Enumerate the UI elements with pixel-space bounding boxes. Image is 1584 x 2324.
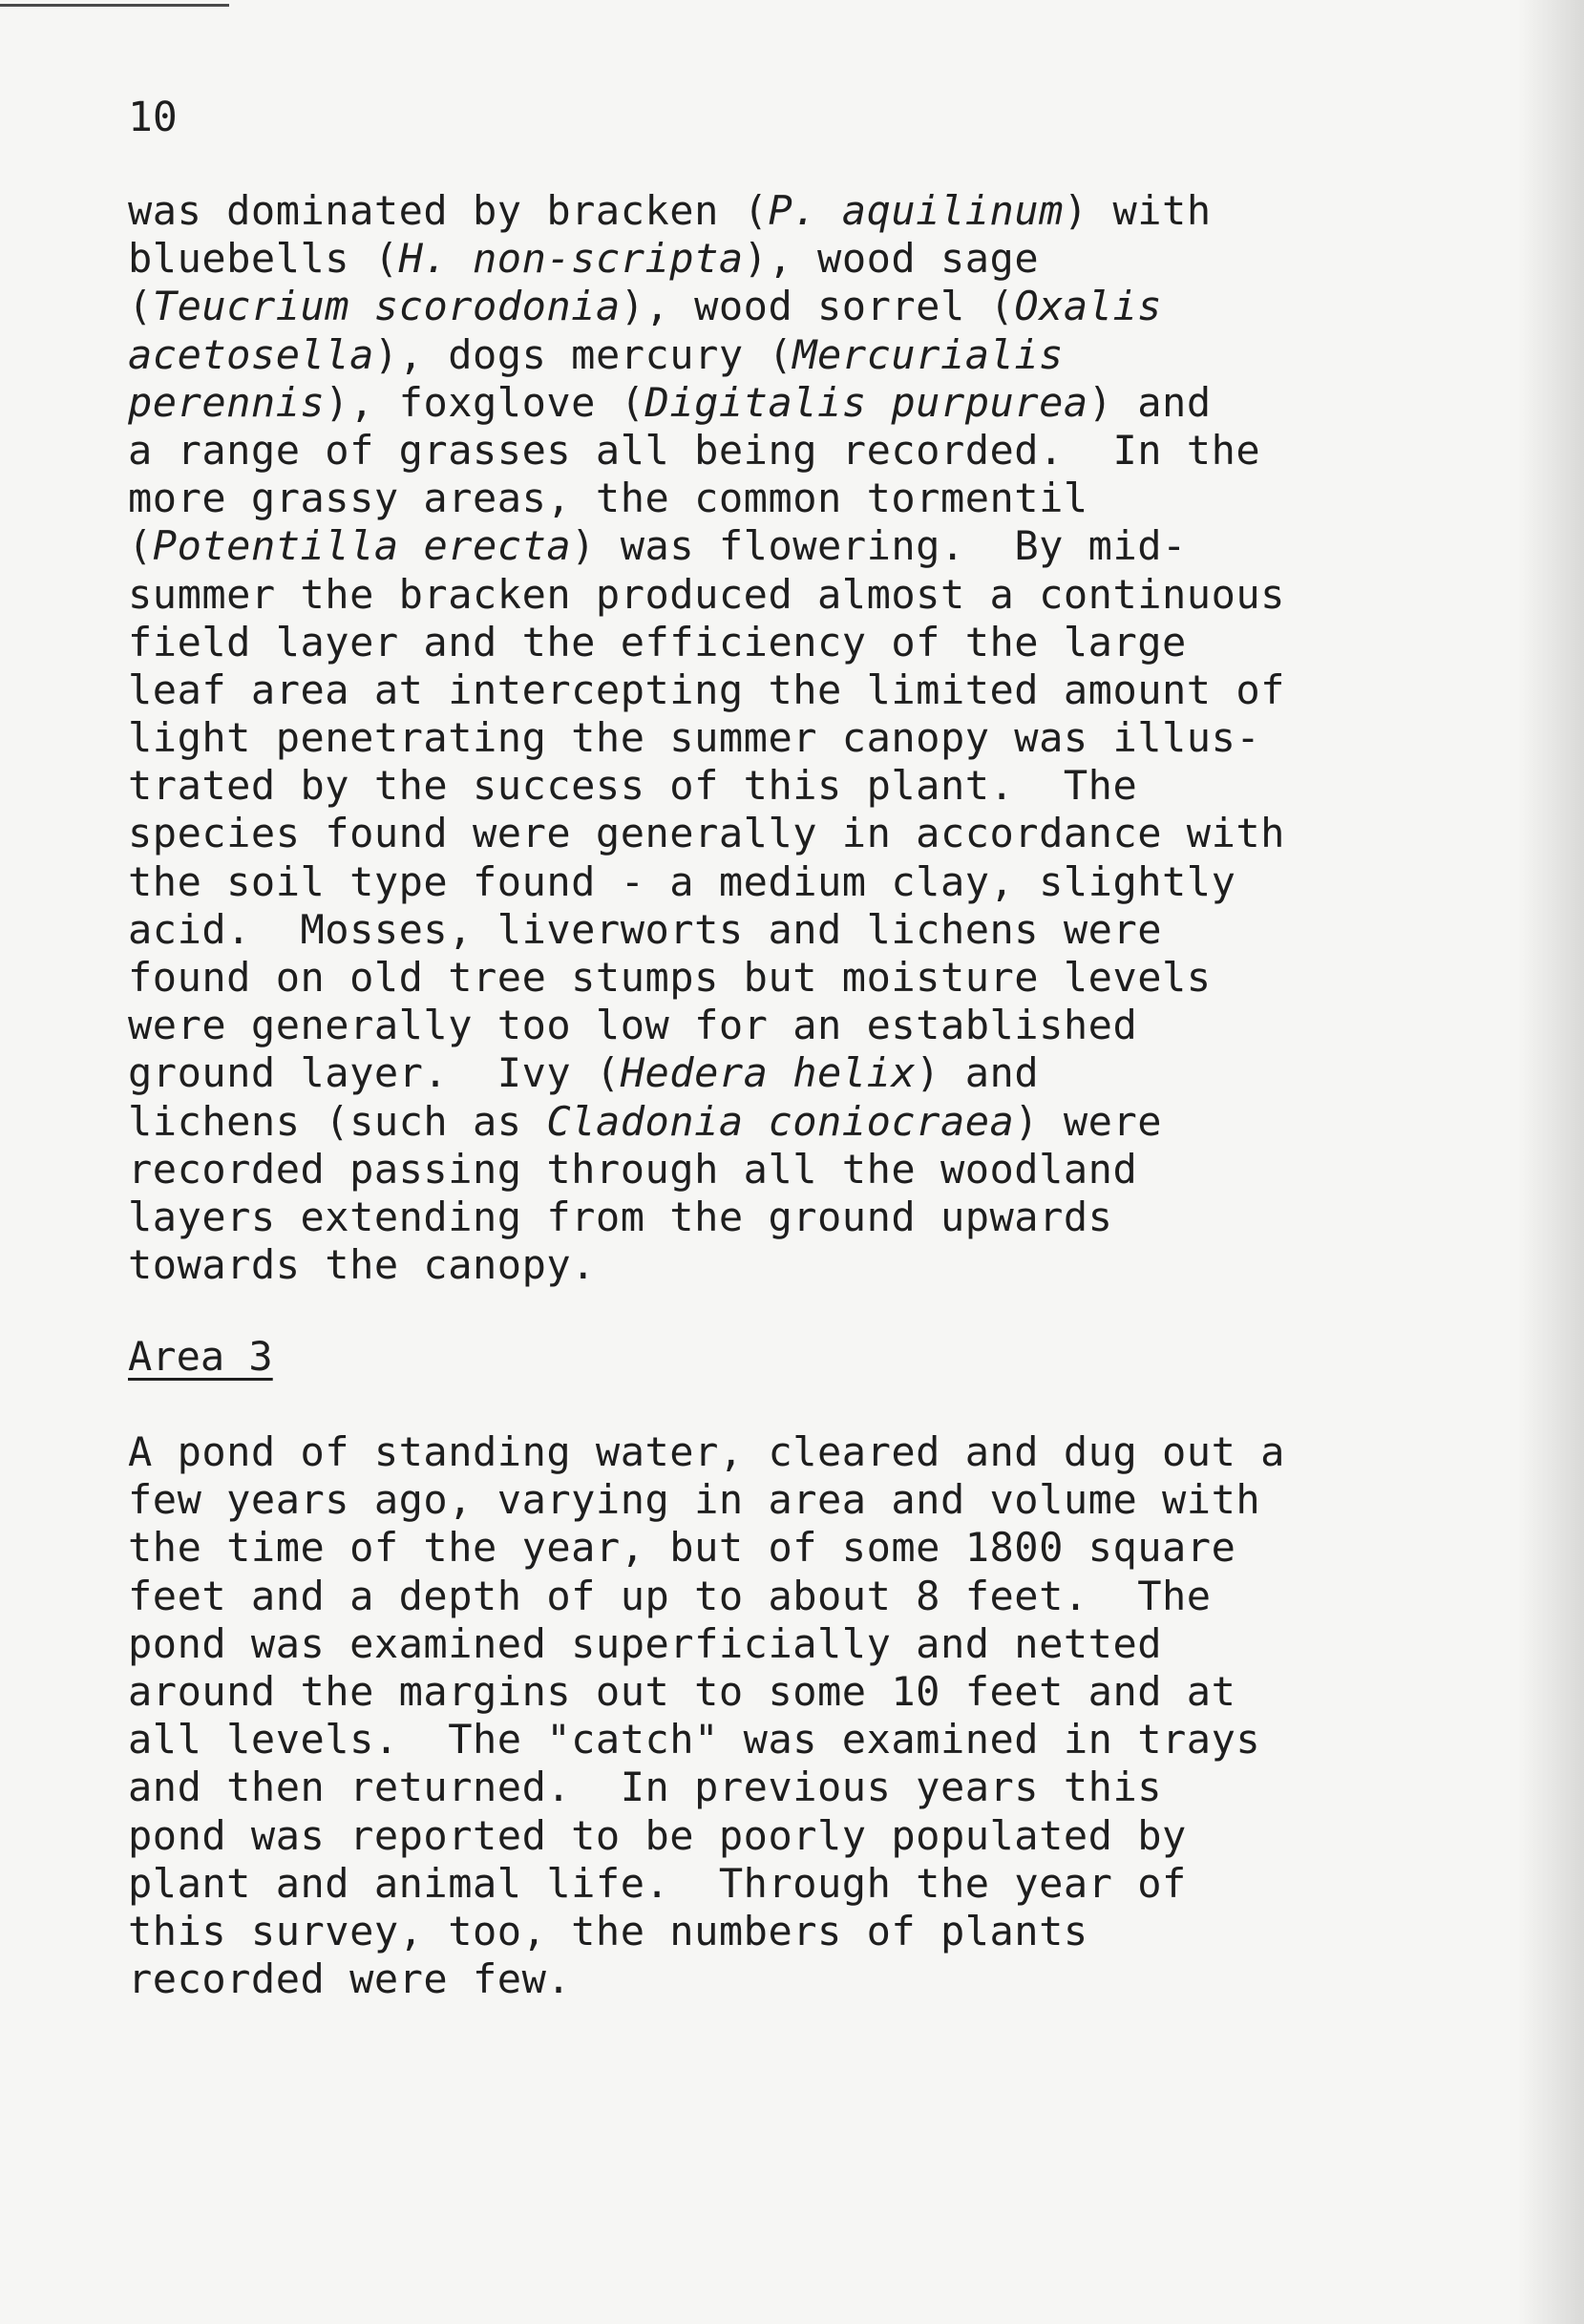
text-run: field layer and the efficiency of the large xyxy=(128,618,1187,666)
top-edge-rule xyxy=(0,4,229,7)
text-run: acid. Mosses, liverworts and lichens were xyxy=(128,905,1163,953)
text-run: bluebells ( xyxy=(128,235,399,283)
text-line xyxy=(128,666,1503,714)
paragraph-area-3-description xyxy=(128,1428,1503,2003)
text-run: few years ago, varying in area and volume with xyxy=(128,1476,1261,1524)
text-line xyxy=(128,427,1503,475)
text-run: were generally too low for an established xyxy=(128,1002,1138,1049)
text-line xyxy=(128,283,1503,330)
text-run: trated by the success of this plant. The xyxy=(128,762,1138,810)
text-line xyxy=(128,235,1503,283)
text-line xyxy=(128,1764,1503,1811)
section-heading-area-3: Area 3 xyxy=(128,1333,273,1380)
text-run: this survey, too, the numbers of plants xyxy=(128,1907,1088,1954)
text-run: layers extending from the ground upwards xyxy=(128,1193,1113,1240)
text-line xyxy=(128,1908,1503,1955)
text-run: light penetrating the summer canopy was illus- xyxy=(128,714,1261,762)
text-run: towards the canopy. xyxy=(128,1241,596,1289)
paragraph-area-2-description xyxy=(128,187,1503,1289)
text-line xyxy=(128,1716,1503,1764)
species-name: perennis xyxy=(128,378,326,426)
page-edge-shadow xyxy=(1517,0,1584,2324)
text-run: ) were xyxy=(1014,1097,1163,1145)
text-line xyxy=(128,810,1503,857)
species-name: Mercurialis xyxy=(792,330,1064,378)
text-line xyxy=(128,762,1503,810)
text-run: ( xyxy=(128,283,153,330)
text-run: ( xyxy=(128,522,153,570)
text-run: A pond of standing water, cleared and dug out a xyxy=(128,1428,1285,1475)
species-name: Teucrium scorodonia xyxy=(152,283,621,330)
text-line xyxy=(128,522,1503,570)
text-run: ), wood sorrel ( xyxy=(620,283,1015,330)
text-run: recorded were few. xyxy=(128,1955,572,2003)
text-run: the soil type found - a medium clay, slightly xyxy=(128,857,1236,905)
text-line xyxy=(128,714,1503,762)
text-run: a range of grasses all being recorded. In the xyxy=(128,426,1261,474)
text-line xyxy=(128,1668,1503,1716)
text-line xyxy=(128,379,1503,427)
text-run: found on old tree stumps but moisture levels xyxy=(128,954,1212,1001)
text-line xyxy=(128,1428,1503,1476)
text-line xyxy=(128,1860,1503,1908)
text-run: leaf area at intercepting the limited amount of xyxy=(128,666,1285,713)
text-line xyxy=(128,858,1503,906)
text-line xyxy=(128,1146,1503,1194)
species-name: Oxalis xyxy=(1014,283,1163,330)
text-line xyxy=(128,571,1503,619)
text-line xyxy=(128,954,1503,1002)
text-run: ), dogs mercury ( xyxy=(373,330,793,378)
text-run: feet and a depth of up to about 8 feet. The xyxy=(128,1572,1212,1619)
page-number: 10 xyxy=(128,94,178,141)
text-run: more grassy areas, the common tormentil xyxy=(128,475,1088,522)
text-run: species found were generally in accordance with xyxy=(128,810,1285,857)
text-line xyxy=(128,475,1503,522)
text-line xyxy=(128,1002,1503,1049)
text-line xyxy=(128,619,1503,666)
text-line xyxy=(128,1524,1503,1572)
text-line xyxy=(128,1812,1503,1860)
text-run: around the margins out to some 10 feet and at xyxy=(128,1667,1236,1715)
text-line xyxy=(128,1573,1503,1620)
text-run: all levels. The "catch" was examined in trays xyxy=(128,1716,1261,1764)
text-run: ground layer. Ivy ( xyxy=(128,1049,621,1097)
text-line xyxy=(128,1955,1503,2003)
species-name: P. aquilinum xyxy=(768,187,1064,234)
text-line xyxy=(128,1049,1503,1097)
text-line xyxy=(128,1241,1503,1289)
text-line xyxy=(128,906,1503,954)
species-name: Cladonia coniocraea xyxy=(546,1097,1015,1145)
text-run: ), wood sage xyxy=(743,235,1040,283)
text-run: was dominated by bracken ( xyxy=(128,187,769,234)
species-name: Digitalis purpurea xyxy=(644,378,1088,426)
text-line xyxy=(128,1194,1503,1241)
species-name: Hedera helix xyxy=(620,1049,917,1097)
species-name: Potentilla erecta xyxy=(152,522,572,570)
text-line xyxy=(128,1620,1503,1668)
text-run: ) with xyxy=(1063,187,1212,234)
text-run: ), foxglove ( xyxy=(325,378,645,426)
species-name: H. non-scripta xyxy=(398,235,744,283)
text-run: plant and animal life. Through the year of xyxy=(128,1859,1187,1907)
text-run: ) and xyxy=(916,1049,1040,1097)
text-run: and then returned. In previous years this xyxy=(128,1764,1163,1811)
text-line xyxy=(128,1098,1503,1146)
text-line xyxy=(128,1476,1503,1524)
text-line xyxy=(128,331,1503,379)
text-run: summer the bracken produced almost a continuous xyxy=(128,570,1285,618)
text-run: ) was flowering. By mid- xyxy=(571,522,1187,570)
text-run: recorded passing through all the woodland xyxy=(128,1145,1138,1193)
species-name: acetosella xyxy=(128,330,374,378)
text-run: the time of the year, but of some 1800 square xyxy=(128,1524,1236,1572)
text-run: pond was examined superficially and netted xyxy=(128,1619,1163,1667)
text-line xyxy=(128,187,1503,235)
text-run: lichens (such as xyxy=(128,1097,547,1145)
text-run: ) and xyxy=(1088,378,1212,426)
text-run: pond was reported to be poorly populated by xyxy=(128,1811,1187,1859)
